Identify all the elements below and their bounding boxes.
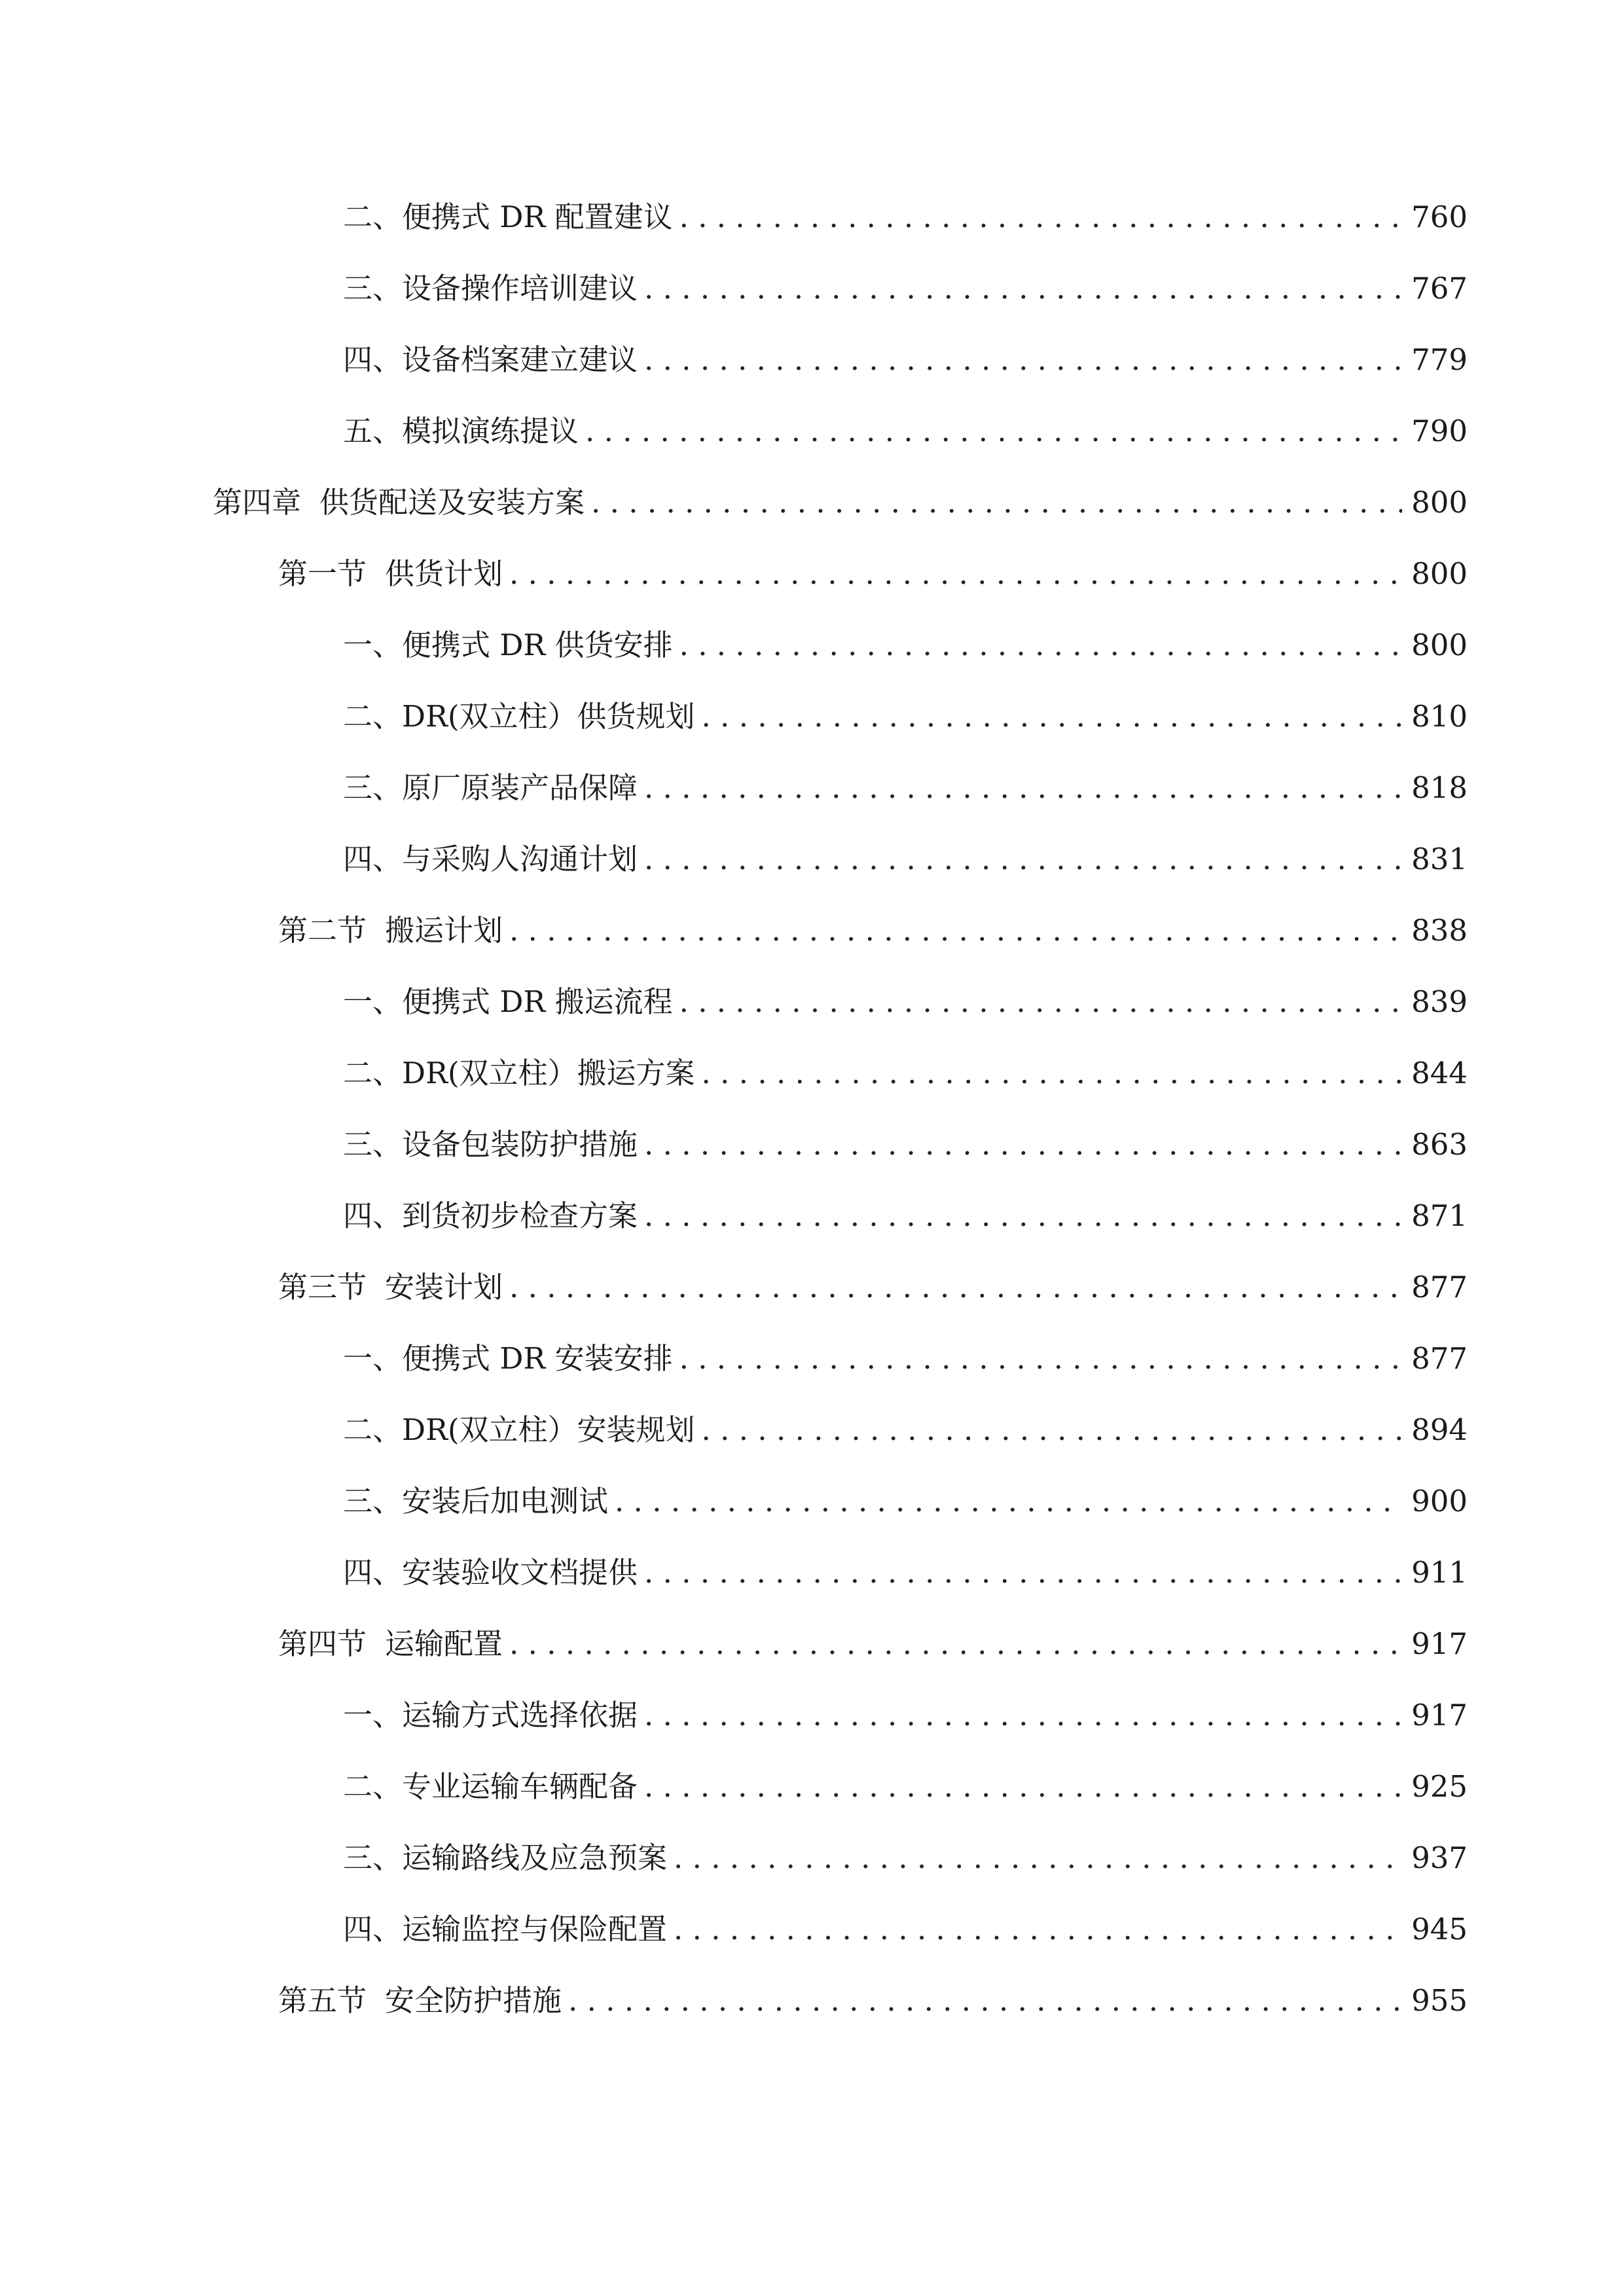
toc-entry[interactable]	[0, 1190, 1624, 1242]
toc-entry-page: 917	[1411, 1698, 1468, 1732]
dot-leader	[509, 1618, 1402, 1670]
toc-entry-number: 四、	[343, 342, 403, 377]
dot-leader	[702, 1047, 1403, 1100]
dot-leader	[679, 976, 1403, 1028]
toc-section-entry[interactable]	[0, 548, 1624, 600]
toc-section-entry[interactable]	[0, 1618, 1624, 1670]
toc-entry-page: 917	[1411, 1626, 1468, 1661]
toc-entry-page: 877	[1411, 1270, 1468, 1304]
toc-entry-number: 二、	[343, 1412, 403, 1447]
toc-entry-page: 800	[1411, 556, 1468, 591]
toc-entry-page: 767	[1411, 271, 1468, 306]
toc-entry-page: 779	[1411, 342, 1468, 377]
toc-entry-title: DR(双立柱）供货规划	[402, 699, 695, 734]
toc-entry-title: 设备包装防护措施	[402, 1127, 638, 1162]
toc-entry[interactable]	[0, 262, 1624, 315]
dot-leader	[644, 262, 1402, 315]
dot-leader	[591, 476, 1402, 529]
toc-entry-page: 955	[1411, 1983, 1468, 2018]
toc-entry-title: 专业运输车辆配备	[402, 1769, 638, 1804]
dot-leader	[615, 1475, 1402, 1528]
dot-leader	[702, 691, 1403, 743]
toc-entry-page: 800	[1411, 628, 1468, 662]
toc-entry-number: 五、	[343, 414, 403, 448]
toc-entry-page: 790	[1411, 414, 1468, 448]
toc-entry-number: 二、	[343, 1056, 403, 1090]
dot-leader	[644, 1119, 1402, 1171]
toc-entry-title: 安全防护措施	[385, 1983, 562, 2018]
toc-entry-title: 便携式 DR 安装安排	[402, 1341, 673, 1376]
dot-leader	[679, 619, 1403, 672]
toc-entry-number: 三、	[343, 1127, 403, 1162]
toc-entry[interactable]	[0, 405, 1624, 457]
toc-entry-title: 安装验收文档提供	[402, 1555, 638, 1590]
toc-entry[interactable]	[0, 976, 1624, 1028]
toc-entry-number: 三、	[343, 1840, 403, 1875]
toc-entry-title: DR(双立柱）搬运方案	[402, 1056, 695, 1090]
toc-entry[interactable]	[0, 191, 1624, 243]
toc-entry-title: 安装计划	[385, 1270, 503, 1304]
toc-entry-title: 运输监控与保险配置	[402, 1912, 668, 1946]
toc-entry-number: 四、	[343, 1555, 403, 1590]
toc-entry[interactable]	[0, 1475, 1624, 1528]
toc-entry-title: 模拟演练提议	[402, 414, 579, 448]
toc-entry-number: 第四章	[213, 485, 302, 520]
toc-entry-title: 便携式 DR 搬运流程	[402, 984, 673, 1019]
toc-entry[interactable]	[0, 1119, 1624, 1171]
toc-entry-number: 一、	[343, 628, 403, 662]
dot-leader	[509, 548, 1402, 600]
toc-section-entry[interactable]	[0, 1975, 1624, 2027]
toc-entry-page: 831	[1411, 842, 1468, 876]
toc-entry-title: 便携式 DR 供货安排	[402, 628, 673, 662]
toc-entry-title: 原厂原装产品保障	[402, 770, 638, 805]
toc-entry-page: 911	[1411, 1555, 1468, 1590]
toc-entry[interactable]	[0, 833, 1624, 886]
toc-section-entry[interactable]	[0, 905, 1624, 957]
toc-entry-title: 设备档案建立建议	[402, 342, 638, 377]
dot-leader	[644, 334, 1402, 386]
toc-entry[interactable]	[0, 1404, 1624, 1456]
toc-entry[interactable]	[0, 619, 1624, 672]
dot-leader	[644, 1190, 1402, 1242]
toc-entry-page: 800	[1411, 485, 1468, 520]
toc-entry-page: 894	[1411, 1412, 1468, 1447]
toc-entry-title: 运输路线及应急预案	[402, 1840, 668, 1875]
toc-entry-number: 二、	[343, 699, 403, 734]
toc-entry-title: 运输方式选择依据	[402, 1698, 638, 1732]
toc-entry-page: 945	[1411, 1912, 1468, 1946]
toc-entry-page: 838	[1411, 913, 1468, 948]
toc-entry-title: 供货配送及安装方案	[319, 485, 585, 520]
toc-entry-page: 844	[1411, 1056, 1468, 1090]
toc-entry-number: 三、	[343, 770, 403, 805]
toc-entry-title: DR(双立柱）安装规划	[402, 1412, 695, 1447]
toc-entry-number: 四、	[343, 1198, 403, 1233]
toc-entry-number: 一、	[343, 1341, 403, 1376]
toc-entry-number: 第四节	[278, 1626, 367, 1661]
toc-entry-title: 到货初步检查方案	[402, 1198, 638, 1233]
toc-entry-page: 810	[1411, 699, 1468, 734]
toc-entry[interactable]	[0, 1047, 1624, 1100]
toc-entry-page: 863	[1411, 1127, 1468, 1162]
toc-entry-number: 二、	[343, 200, 403, 234]
dot-leader	[702, 1404, 1403, 1456]
toc-chapter-entry[interactable]	[0, 476, 1624, 529]
toc-entry-number: 一、	[343, 984, 403, 1019]
toc-entry-number: 第三节	[278, 1270, 367, 1304]
dot-leader	[644, 1761, 1402, 1813]
toc-entry-title: 设备操作培训建议	[402, 271, 638, 306]
toc-entry[interactable]	[0, 1761, 1624, 1813]
dot-leader	[674, 1903, 1402, 1956]
toc-entry[interactable]	[0, 1547, 1624, 1599]
toc-entry-page: 877	[1411, 1341, 1468, 1376]
toc-entry-number: 第五节	[278, 1983, 367, 2018]
toc-entry-number: 四、	[343, 1912, 403, 1946]
toc-entry-page: 818	[1411, 770, 1468, 805]
dot-leader	[585, 405, 1402, 457]
toc-entry-page: 937	[1411, 1840, 1468, 1875]
dot-leader	[644, 1689, 1402, 1742]
dot-leader	[644, 762, 1402, 814]
dot-leader	[644, 833, 1402, 886]
dot-leader	[679, 191, 1403, 243]
toc-entry-page: 839	[1411, 984, 1468, 1019]
toc-entry-title: 搬运计划	[385, 913, 503, 948]
dot-leader	[509, 905, 1402, 957]
toc-entry-page: 871	[1411, 1198, 1468, 1233]
toc-entry[interactable]	[0, 1903, 1624, 1956]
toc-entry-page: 900	[1411, 1484, 1468, 1518]
dot-leader	[674, 1832, 1402, 1884]
toc-entry-page: 760	[1411, 200, 1468, 234]
toc-entry-number: 一、	[343, 1698, 403, 1732]
toc-entry[interactable]	[0, 691, 1624, 743]
toc-entry-title: 供货计划	[385, 556, 503, 591]
toc-entry-number: 第二节	[278, 913, 367, 948]
toc-entry-page: 925	[1411, 1769, 1468, 1804]
dot-leader	[679, 1333, 1403, 1385]
toc-entry-title: 与采购人沟通计划	[402, 842, 638, 876]
toc-entry[interactable]	[0, 334, 1624, 386]
dot-leader	[644, 1547, 1402, 1599]
toc-entry[interactable]	[0, 1689, 1624, 1742]
dot-leader	[568, 1975, 1402, 2027]
toc-entry-number: 第一节	[278, 556, 367, 591]
toc-entry-number: 二、	[343, 1769, 403, 1804]
toc-section-entry[interactable]	[0, 1261, 1624, 1314]
toc-entry-number: 四、	[343, 842, 403, 876]
toc-entry-number: 三、	[343, 1484, 403, 1518]
toc-entry[interactable]	[0, 762, 1624, 814]
toc-entry[interactable]	[0, 1333, 1624, 1385]
dot-leader	[509, 1261, 1402, 1314]
toc-entry-title: 安装后加电测试	[402, 1484, 609, 1518]
toc-entry-number: 三、	[343, 271, 403, 306]
toc-entry-title: 运输配置	[385, 1626, 503, 1661]
toc-entry[interactable]	[0, 1832, 1624, 1884]
toc-entry-title: 便携式 DR 配置建议	[402, 200, 673, 234]
